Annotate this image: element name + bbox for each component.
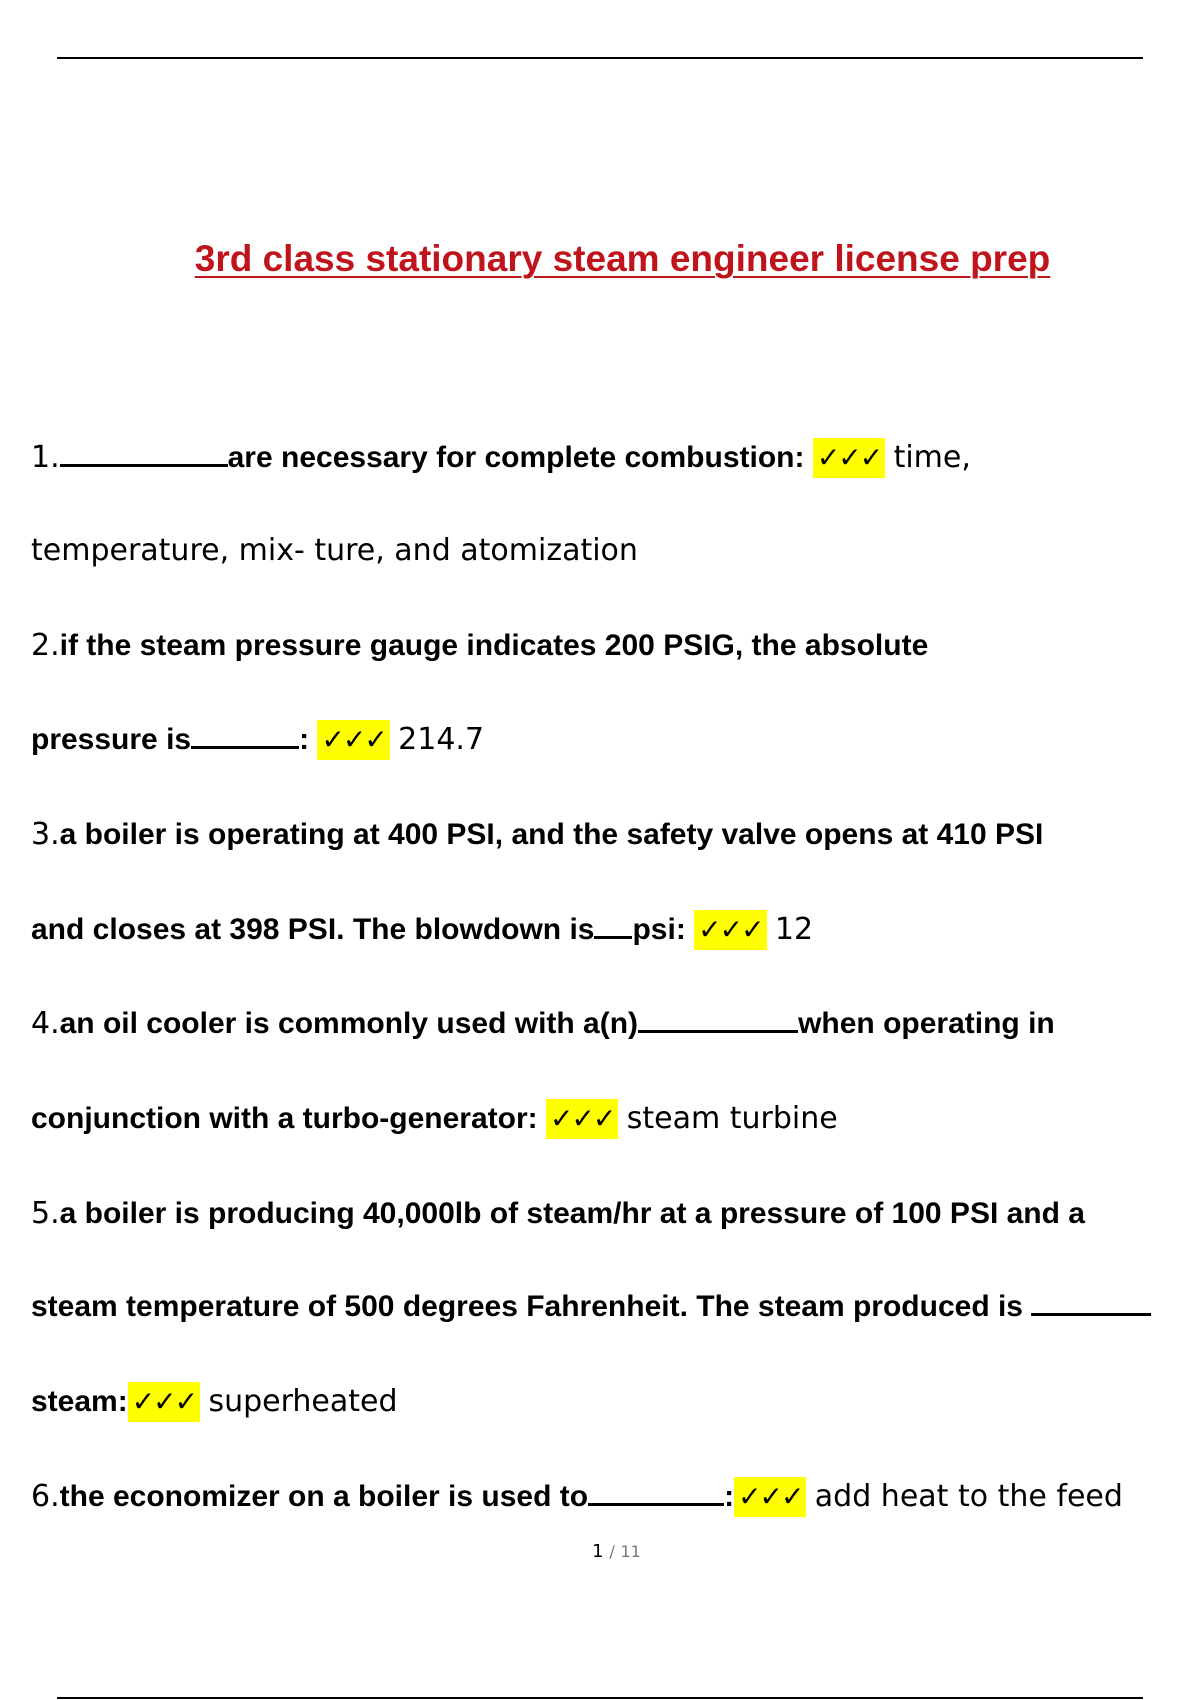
answer-text: superheated	[208, 1384, 398, 1419]
question-3-line-2	[31, 910, 1200, 950]
question-text: pressure is	[31, 723, 192, 756]
answer-blank	[191, 720, 299, 749]
question-text: psi:	[632, 913, 686, 946]
question-4-line-1	[31, 1004, 1200, 1044]
question-text: steam temperature of 500 degrees Fahrenheit. The steam produced is	[31, 1290, 1023, 1323]
answer-blank	[588, 1477, 724, 1506]
answer-blank	[1031, 1287, 1151, 1316]
question-2-line-1	[31, 626, 1200, 666]
question-1-line-1	[31, 438, 1200, 478]
top-rule	[57, 57, 1143, 59]
answer-blank	[638, 1004, 798, 1033]
answer-text: time,	[893, 440, 971, 475]
answer-blank	[594, 910, 632, 939]
question-5-line-3	[31, 1382, 1200, 1422]
answer-text: temperature, mix- ture, and atomization	[31, 533, 638, 568]
question-text: a boiler is operating at 400 PSI, and the safety valve opens at 410 PSI	[59, 818, 1044, 851]
question-text: :	[724, 1480, 735, 1513]
page-current: 1	[592, 1541, 604, 1562]
question-text: when operating in	[798, 1007, 1055, 1040]
question-4-line-2	[31, 1099, 1200, 1139]
question-text: conjunction with a turbo-generator:	[31, 1102, 538, 1135]
question-text: steam:	[31, 1385, 128, 1418]
question-3-line-1	[31, 815, 1200, 855]
question-number: 5.	[31, 1196, 60, 1231]
document-title: 3rd class stationary steam engineer license prep	[194, 238, 1051, 279]
page-indicator	[0, 1541, 1200, 1562]
answer-text: steam turbine	[626, 1101, 838, 1136]
checkmark-icon: ✓✓✓	[813, 438, 885, 478]
question-number: 2.	[31, 628, 60, 663]
question-text: an oil cooler is commonly used with a(n)	[59, 1007, 639, 1040]
question-number: 1.	[31, 440, 60, 475]
question-6-line-1	[31, 1477, 1200, 1517]
bottom-rule	[57, 1697, 1143, 1699]
question-2-line-2	[31, 720, 1200, 760]
page-separator: /	[609, 1542, 615, 1561]
checkmark-icon: ✓✓✓	[317, 720, 389, 760]
question-5-line-1	[31, 1194, 1200, 1234]
answer-text: 12	[774, 912, 814, 947]
question-number: 4.	[31, 1006, 60, 1041]
checkmark-icon: ✓✓✓	[546, 1099, 618, 1139]
answer-text: add heat to the feed	[814, 1479, 1123, 1514]
question-text: and closes at 398 PSI. The blowdown is	[31, 913, 595, 946]
question-number: 6.	[31, 1479, 60, 1514]
question-text: a boiler is producing 40,000lb of steam/hr at a pressure of 100 PSI and a	[59, 1197, 1085, 1230]
question-5-line-2	[31, 1287, 1200, 1327]
question-text: :	[299, 723, 310, 756]
question-text: the economizer on a boiler is used to	[59, 1480, 589, 1513]
page-total: 11	[620, 1542, 641, 1561]
checkmark-icon: ✓✓✓	[128, 1382, 200, 1422]
answer-text: 214.7	[398, 722, 485, 757]
answer-blank	[60, 438, 228, 467]
question-number: 3.	[31, 817, 60, 852]
checkmark-icon: ✓✓✓	[694, 910, 766, 950]
question-text: if the steam pressure gauge indicates 200 PSIG, the absolute	[59, 629, 929, 662]
question-1-line-2	[31, 531, 1200, 571]
checkmark-icon: ✓✓✓	[734, 1477, 806, 1517]
question-text: are necessary for complete combustion:	[227, 441, 805, 474]
